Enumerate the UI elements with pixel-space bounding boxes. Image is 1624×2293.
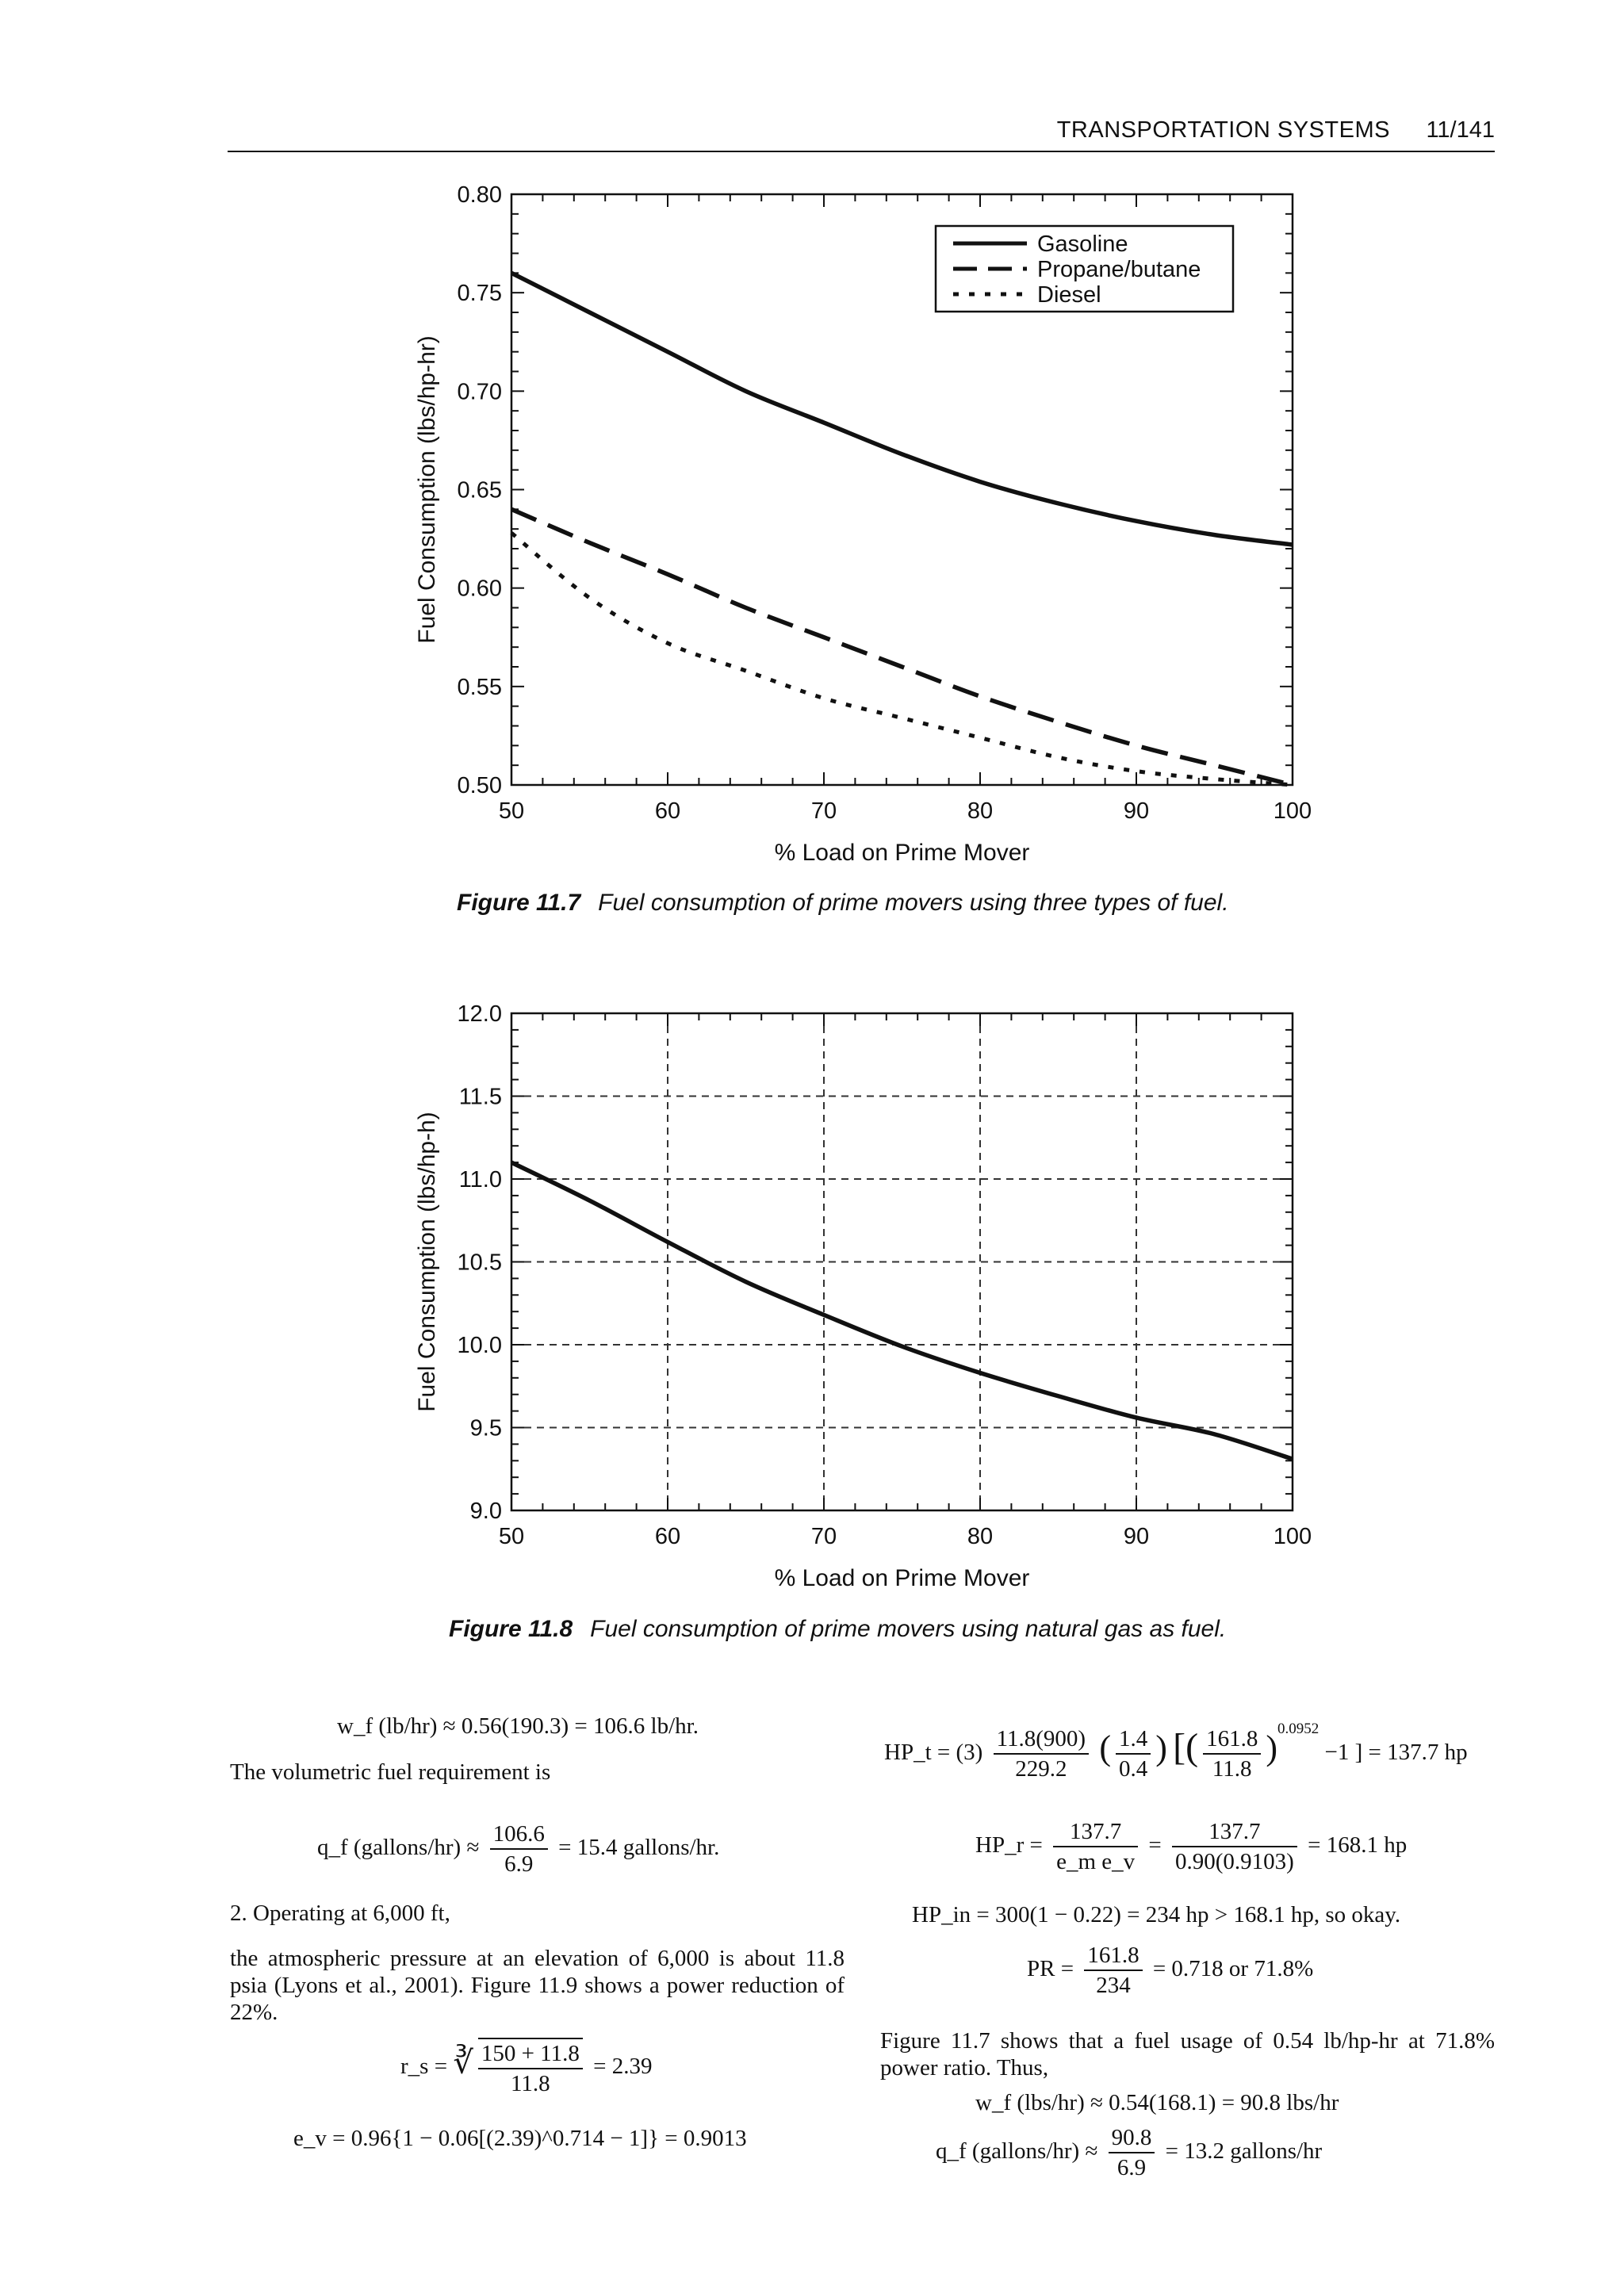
chart-2 xyxy=(414,1001,1312,1591)
legend-label: Propane/butane xyxy=(1037,257,1201,282)
eq-lhs: q_f (gallons/hr) ≈ xyxy=(317,1834,480,1860)
paragraph-right: Figure 11.7 shows that a fuel usage of 0.54 lb/hp-hr at 71.8% power ratio. Thus, xyxy=(880,2028,1495,2081)
eq-rhs: −1 ] = 137.7 hp xyxy=(1324,1739,1468,1765)
fraction xyxy=(1084,1941,1142,2000)
denominator: 6.9 xyxy=(504,1851,534,1878)
page-number: 11/141 xyxy=(1426,117,1495,143)
x-tick-label: 50 xyxy=(498,1524,525,1549)
equation-hpin: HP_in = 300(1 − 0.22) = 234 hp > 168.1 hp, so okay. xyxy=(912,1902,1401,1927)
x-tick-label: 50 xyxy=(498,798,525,824)
fraction xyxy=(1116,1725,1151,1784)
y-tick-label: 0.80 xyxy=(457,182,502,208)
figure-11-8-caption xyxy=(449,1616,1226,1643)
eq-rhs: = 168.1 hp xyxy=(1308,1832,1408,1858)
x-tick-label: 70 xyxy=(810,1524,837,1549)
y-axis-label: Fuel Consumption (lbs/hp-hr) xyxy=(414,335,440,644)
numerator: 161.8 xyxy=(1203,1725,1261,1755)
fraction xyxy=(478,2038,583,2099)
denominator: 6.9 xyxy=(1116,2155,1147,2181)
legend-label: Diesel xyxy=(1037,282,1101,308)
exponent: 0.0952 xyxy=(1277,1721,1320,1738)
legend-label: Gasoline xyxy=(1037,232,1128,257)
y-tick-label: 11.0 xyxy=(458,1167,502,1192)
bracket-open: [( xyxy=(1173,1725,1199,1768)
paren-close: ) xyxy=(1155,1728,1167,1767)
eq-lhs: HP_r = xyxy=(975,1832,1043,1858)
x-tick-label: 70 xyxy=(810,798,837,824)
numerator: 11.8(900) xyxy=(994,1725,1090,1755)
x-axis-label: % Load on Prime Mover xyxy=(774,840,1030,866)
eq-rhs: = 15.4 gallons/hr. xyxy=(558,1834,720,1860)
equation-wf-right: w_f (lbs/hr) ≈ 0.54(168.1) = 90.8 lbs/hr xyxy=(975,2090,1339,2115)
denominator: 0.90(0.9103) xyxy=(1175,1849,1294,1875)
numerator: 1.4 xyxy=(1116,1725,1151,1755)
y-tick-label: 0.50 xyxy=(457,773,502,798)
caption-number: Figure 11.7 xyxy=(457,890,581,916)
equation-rs xyxy=(400,2038,652,2099)
figure-11-7-caption xyxy=(457,890,1229,917)
x-tick-label: 60 xyxy=(654,1524,681,1549)
series-line-1 xyxy=(511,1162,1293,1459)
denominator: 0.4 xyxy=(1118,1756,1148,1782)
equation-hpr xyxy=(975,1817,1407,1877)
sentence-volumetric: The volumetric fuel requirement is xyxy=(230,1759,551,1785)
chart-1 xyxy=(414,182,1312,866)
x-tick-label: 90 xyxy=(1123,798,1150,824)
series-line-propane-butane xyxy=(511,509,1293,785)
denominator: 234 xyxy=(1096,1973,1131,1999)
fraction xyxy=(1109,2123,1155,2183)
fraction xyxy=(994,1725,1090,1784)
y-tick-label: 0.55 xyxy=(457,674,502,700)
fraction xyxy=(1172,1817,1297,1877)
eq-rhs: = 0.718 or 71.8% xyxy=(1152,1955,1314,1981)
paren-open: ( xyxy=(1099,1728,1111,1767)
equals-sign: = xyxy=(1148,1832,1162,1858)
x-tick-label: 100 xyxy=(1273,798,1312,824)
numerator: 137.7 xyxy=(1172,1817,1297,1847)
y-tick-label: 11.5 xyxy=(458,1084,502,1110)
fraction xyxy=(1203,1725,1261,1784)
denominator: 11.8 xyxy=(1212,1756,1252,1782)
x-tick-label: 100 xyxy=(1273,1524,1312,1549)
x-tick-label: 80 xyxy=(967,798,994,824)
radical-sign: ∛ xyxy=(453,2044,473,2081)
numerator: 150 + 11.8 xyxy=(478,2039,583,2069)
y-tick-label: 12.0 xyxy=(457,1001,502,1027)
caption-text: Fuel consumption of prime movers using three types of fuel. xyxy=(598,890,1229,916)
eq-lhs: PR = xyxy=(1027,1955,1074,1981)
eq-rhs: = 2.39 xyxy=(593,2053,653,2079)
x-tick-label: 60 xyxy=(654,798,681,824)
fraction xyxy=(490,1820,548,1879)
y-axis-label: Fuel Consumption (lbs/hp-h) xyxy=(414,1112,440,1412)
x-axis-label: % Load on Prime Mover xyxy=(774,1565,1030,1591)
denominator: e_m e_v xyxy=(1056,1849,1136,1875)
eq-rhs: = 13.2 gallons/hr xyxy=(1165,2138,1323,2164)
equation-qf-right xyxy=(936,2123,1322,2183)
equation-wf: w_f (lb/hr) ≈ 0.56(190.3) = 106.6 lb/hr. xyxy=(337,1713,699,1739)
numerator: 90.8 xyxy=(1109,2123,1155,2153)
paren-close: ) xyxy=(1266,1728,1277,1767)
fraction xyxy=(1053,1817,1138,1877)
equation-qf xyxy=(317,1820,719,1879)
y-tick-label: 9.5 xyxy=(469,1415,502,1441)
y-tick-label: 0.60 xyxy=(457,576,502,602)
y-tick-label: 0.75 xyxy=(457,281,502,307)
numerator: 161.8 xyxy=(1084,1941,1142,1971)
eq-lhs: HP_t = (3) xyxy=(884,1739,983,1765)
caption-text: Fuel consumption of prime movers using natural gas as fuel. xyxy=(590,1616,1227,1642)
equation-hpt xyxy=(884,1721,1468,1784)
y-tick-label: 10.0 xyxy=(457,1333,502,1358)
y-tick-label: 0.70 xyxy=(457,379,502,405)
series-line-diesel xyxy=(511,533,1293,785)
x-tick-label: 90 xyxy=(1123,1524,1150,1549)
y-tick-label: 10.5 xyxy=(457,1250,502,1276)
denominator: 11.8 xyxy=(510,2071,550,2097)
denominator: 229.2 xyxy=(1015,1756,1067,1782)
series-line-gasoline xyxy=(511,273,1293,545)
running-title: TRANSPORTATION SYSTEMS xyxy=(1056,117,1390,143)
equation-pr xyxy=(1027,1941,1313,2000)
equation-ev: e_v = 0.96{1 − 0.06[(2.39)^0.714 − 1]} = 0.9013 xyxy=(293,2126,747,2151)
list-item-2: 2. Operating at 6,000 ft, xyxy=(230,1901,450,1926)
x-tick-label: 80 xyxy=(967,1524,994,1549)
numerator: 137.7 xyxy=(1053,1817,1138,1847)
eq-lhs: q_f (gallons/hr) ≈ xyxy=(936,2138,1098,2164)
eq-lhs: r_s = xyxy=(400,2053,448,2079)
y-tick-label: 9.0 xyxy=(469,1499,502,1524)
y-tick-label: 0.65 xyxy=(457,477,502,503)
paragraph-left: the atmospheric pressure at an elevation of 6,000 is about 11.8 psia (Lyons et al., 2001). Figure 11.9 shows a power reduction of 22%. xyxy=(230,1946,845,2025)
caption-number: Figure 11.8 xyxy=(449,1616,573,1642)
numerator: 106.6 xyxy=(490,1820,548,1850)
